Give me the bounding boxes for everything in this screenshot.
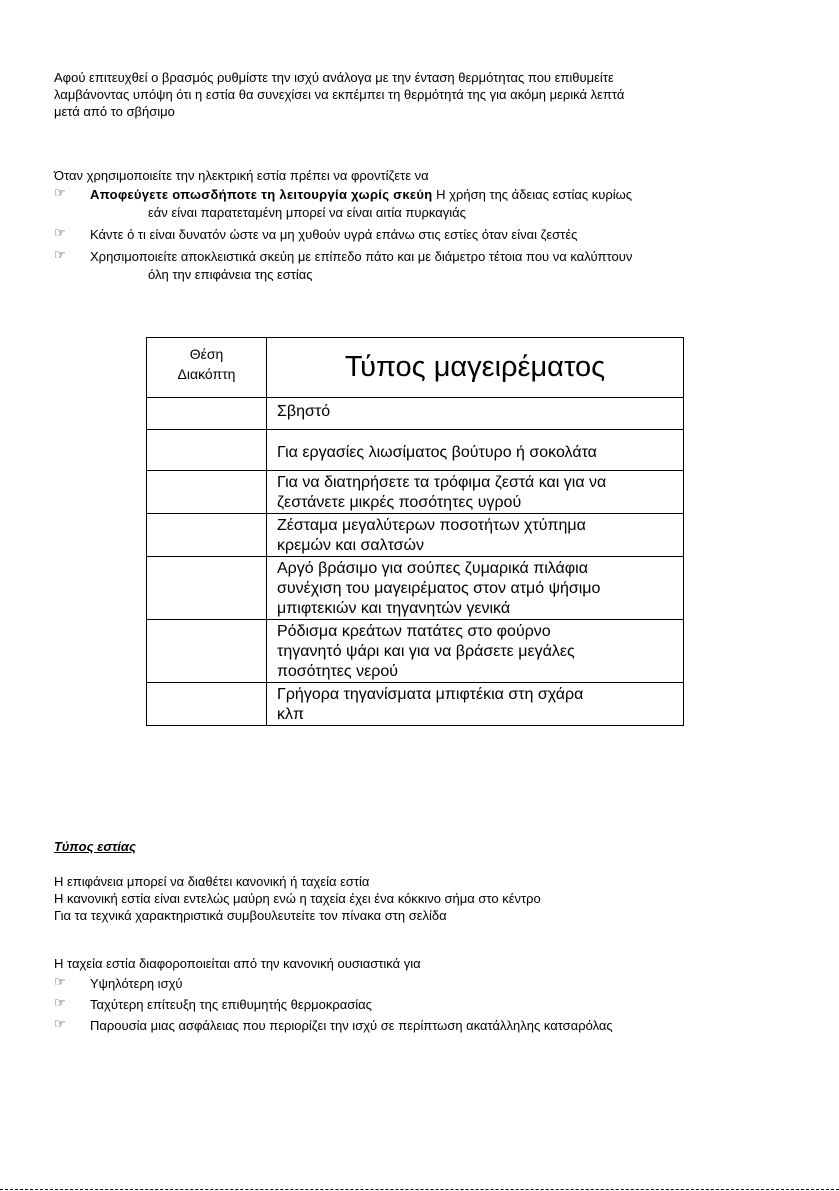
section-title-hob-type: Τύπος εστίας xyxy=(54,839,136,854)
pointing-hand-icon: ☞ xyxy=(54,1016,66,1031)
usage-item-3-line2: όλη την επιφάνεια της εστίας xyxy=(148,267,313,282)
description-line: Ζέσταμα μεγαλύτερων ποσοτήτων χτύπημα xyxy=(277,517,586,534)
pointing-hand-icon: ☞ xyxy=(54,247,66,262)
header-type: Τύπος μαγειρέματος xyxy=(344,351,606,383)
header-type-cell xyxy=(267,338,684,398)
hob-type-line-2: Η κανονική εστία είναι εντελώς μαύρη ενώ η ταχεία έχει ένα κόκκινο σήμα στο κέντρο xyxy=(54,891,541,906)
description-line: Για εργασίες λιωσίματος βούτυρο ή σοκολάτα xyxy=(277,444,597,461)
pointing-hand-icon: ☞ xyxy=(54,995,66,1010)
usage-lead: Όταν χρησιμοποιείτε την ηλεκτρική εστία πρέπει να φροντίζετε να xyxy=(54,168,429,183)
description-cell xyxy=(267,430,684,471)
position-cell xyxy=(147,430,267,471)
position-cell xyxy=(147,398,267,430)
position-cell xyxy=(147,557,267,620)
position-cell xyxy=(147,683,267,726)
position-cell xyxy=(147,514,267,557)
table-header-row xyxy=(147,338,684,398)
fast-item-1: Υψηλότερη ισχύ xyxy=(90,976,183,991)
description-line: Αργό βράσιμο για σούπες ζυμαρικά πιλάφια xyxy=(277,560,588,577)
description-line: ποσότητες νερού xyxy=(277,663,398,680)
header-position-line-1: Θέση xyxy=(189,346,224,362)
hob-type-line-1: Η επιφάνεια μπορεί να διαθέτει κανονική ή ταχεία εστία xyxy=(54,874,370,889)
usage-item-3: Χρησιμοποιείτε αποκλειστικά σκεύη με επίπεδο πάτο και με διάμετρο τέτοια που να καλύπτουν xyxy=(90,249,633,264)
description-cell xyxy=(267,514,684,557)
table-row xyxy=(147,398,684,430)
usage-item-1-text: Η χρήση της άδειας εστίας κυρίως xyxy=(432,187,633,202)
usage-item-1-line2: εάν είναι παρατεταμένη μπορεί να είναι αιτία πυρκαγιάς xyxy=(148,205,466,220)
description-cell xyxy=(267,620,684,683)
description-cell xyxy=(267,471,684,514)
table-row xyxy=(147,557,684,620)
intro-line-1: Αφού επιτευχθεί ο βρασμός ρυθμίστε την ισχύ ανάλογα με την ένταση θερμότητας που επιθυμείτε xyxy=(54,70,614,85)
description-line: μπιφτεκιών και τηγανητών γενικά xyxy=(277,600,511,617)
description-line: Σβηστό xyxy=(277,403,331,420)
table-row xyxy=(147,471,684,514)
table-row xyxy=(147,683,684,726)
fast-hob-lead: Η ταχεία εστία διαφοροποιείται από την κανονική ουσιαστικά για xyxy=(54,956,421,971)
table-row xyxy=(147,620,684,683)
description-line: Ρόδισμα κρεάτων πατάτες στο φούρνο xyxy=(277,623,551,640)
description-line: Γρήγορα τηγανίσματα μπιφτέκια στη σχάρα xyxy=(277,686,584,703)
usage-item-2: Κάντε ό τι είναι δυνατόν ώστε να μη χυθούν υγρά επάνω στις εστίες όταν είναι ζεστές xyxy=(90,227,578,242)
pointing-hand-icon: ☞ xyxy=(54,185,66,200)
usage-item-1-bold: Αποφεύγετε οπωσδήποτε τη λειτουργία χωρίς σκεύη xyxy=(90,187,433,202)
intro-line-2: λαμβάνοντας υπόψη ότι η εστία θα συνεχίσει να εκπέμπει τη θερμότητά της για ακόμη μερικά λεπτά xyxy=(54,87,625,102)
cooking-table xyxy=(146,337,684,726)
position-cell xyxy=(147,471,267,514)
description-cell xyxy=(267,398,684,430)
fast-item-3: Παρουσία μιας ασφάλειας που περιορίζει την ισχύ σε περίπτωση ακατάλληλης κατσαρόλας xyxy=(90,1018,613,1033)
position-cell xyxy=(147,620,267,683)
pointing-hand-icon: ☞ xyxy=(54,225,66,240)
table-row xyxy=(147,430,684,471)
table-row xyxy=(147,514,684,557)
description-cell xyxy=(267,683,684,726)
description-line: τηγανητό ψάρι και για να βράσετε μεγάλες xyxy=(277,643,575,660)
description-line: κλπ xyxy=(277,706,305,723)
description-cell xyxy=(267,557,684,620)
fast-item-2: Ταχύτερη επίτευξη της επιθυμητής θερμοκρασίας xyxy=(90,997,372,1012)
description-line: κρεμών και σαλτσών xyxy=(277,537,425,554)
page-bottom-divider xyxy=(0,1189,839,1190)
usage-item-1 xyxy=(90,186,780,203)
description-line: Για να διατηρήσετε τα τρόφιμα ζεστά και για να xyxy=(277,474,607,491)
header-position-line-2: Διακόπτη xyxy=(177,366,236,382)
pointing-hand-icon: ☞ xyxy=(54,974,66,989)
hob-type-line-3: Για τα τεχνικά χαρακτηριστικά συμβουλευτείτε τον πίνακα στη σελίδα xyxy=(54,908,447,923)
description-line: ζεστάνετε μικρές ποσότητες υγρού xyxy=(277,494,522,511)
description-line: συνέχιση του μαγειρέματος στον ατμό ψήσιμο xyxy=(277,580,601,597)
intro-line-3: μετά από το σβήσιμο xyxy=(54,104,175,119)
header-position-cell xyxy=(147,338,267,398)
header-position xyxy=(147,338,266,384)
